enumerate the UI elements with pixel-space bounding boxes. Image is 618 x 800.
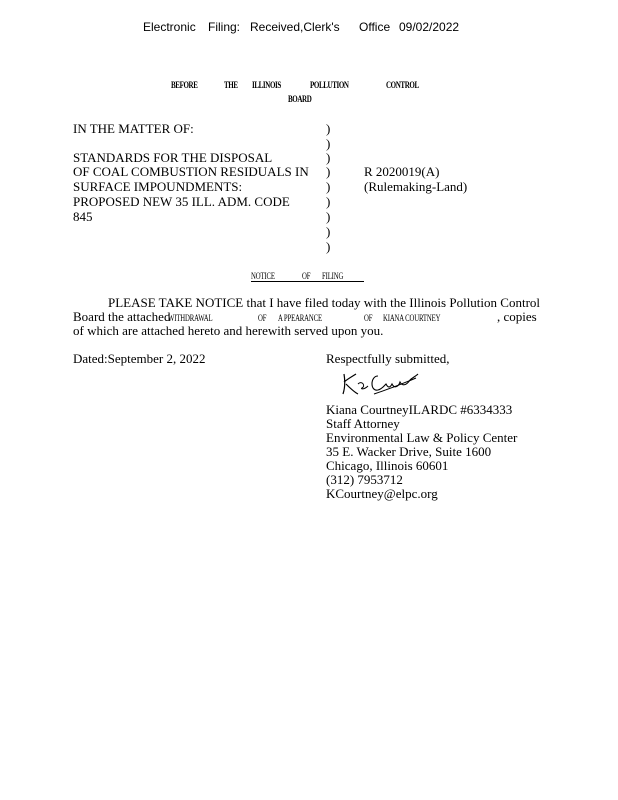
signature-phone: (312) 7953712: [326, 472, 403, 487]
signature-address-2: Chicago, Illinois 60601: [326, 458, 449, 473]
notice-body-withdrawal: WITHDRAWAL: [168, 313, 213, 323]
notice-title-of: OF: [302, 271, 311, 281]
notice-body-line-1: PLEASE TAKE NOTICE that I have filed today with the Illinois Pollution Control: [108, 295, 541, 310]
notice-body-of-1: OF: [258, 313, 267, 323]
board-heading-pollution: POLLUTION: [310, 80, 349, 90]
filing-header-date: 09/02/2022: [399, 20, 460, 34]
caption-paren-8: ): [326, 224, 331, 239]
notice-body-of-2: OF: [364, 313, 373, 323]
caption-line-3: SURFACE IMPOUNDMENTS:: [73, 180, 243, 194]
notice-body-line-2-end: , copies: [497, 309, 537, 324]
dated-line: Dated:September 2, 2022: [73, 351, 206, 366]
notice-body-appearance: A PPEARANCE: [278, 313, 322, 323]
notice-title-underline: [251, 281, 364, 282]
signature-drawing: [340, 368, 420, 398]
signature-address-1: 35 E. Wacker Drive, Suite 1600: [326, 444, 492, 459]
notice-title-filing: FILING: [322, 271, 344, 281]
docket-type: (Rulemaking-Land): [364, 179, 468, 194]
caption-matter: IN THE MATTER OF:: [73, 121, 194, 136]
notice-body-line-2-start: Board the attached: [73, 309, 171, 324]
caption-line-5: 845: [73, 209, 93, 224]
caption-paren-4: ): [326, 164, 331, 179]
signature-name-line: Kiana CourtneyILARDC #6334333: [326, 402, 513, 417]
caption-paren-3: ): [326, 150, 331, 165]
board-heading-board: BOARD: [288, 94, 312, 104]
board-heading-illinois: ILLINOIS: [252, 80, 281, 90]
board-heading-before: BEFORE: [171, 80, 198, 90]
closing-line: Respectfully submitted,: [326, 351, 450, 366]
filing-header-filing: Filing:: [208, 20, 241, 34]
filing-header-electronic: Electronic: [143, 20, 196, 34]
caption-line-4: PROPOSED NEW 35 ILL. ADM. CODE: [73, 195, 290, 209]
notice-body-line-3: of which are attached hereto and herewith served upon you.: [73, 323, 384, 338]
signature-org: Environmental Law & Policy Center: [326, 430, 518, 445]
caption-paren-5: ): [326, 179, 331, 194]
signature-email: KCourtney@elpc.org: [326, 486, 438, 501]
filing-header-received: Received,Clerk's: [250, 20, 340, 34]
board-heading-the: THE: [224, 80, 238, 90]
filing-header-office: Office: [359, 20, 391, 34]
caption-line-1: STANDARDS FOR THE DISPOSAL: [73, 151, 273, 165]
caption-paren-1: ): [326, 121, 331, 136]
docket-number: R 2020019(A): [364, 164, 440, 179]
caption-paren-9: ): [326, 239, 331, 254]
signature-title: Staff Attorney: [326, 416, 400, 431]
caption-line-2: OF COAL COMBUSTION RESIDUALS IN: [73, 165, 309, 179]
board-heading-control: CONTROL: [386, 80, 419, 90]
caption-paren-6: ): [326, 194, 331, 209]
notice-body-name-caps: KIANA COURTNEY: [383, 313, 441, 323]
notice-title-notice: NOTICE: [251, 271, 275, 281]
caption-paren-2: ): [326, 136, 331, 151]
handwritten-signature: [340, 368, 420, 398]
caption-paren-7: ): [326, 209, 331, 224]
